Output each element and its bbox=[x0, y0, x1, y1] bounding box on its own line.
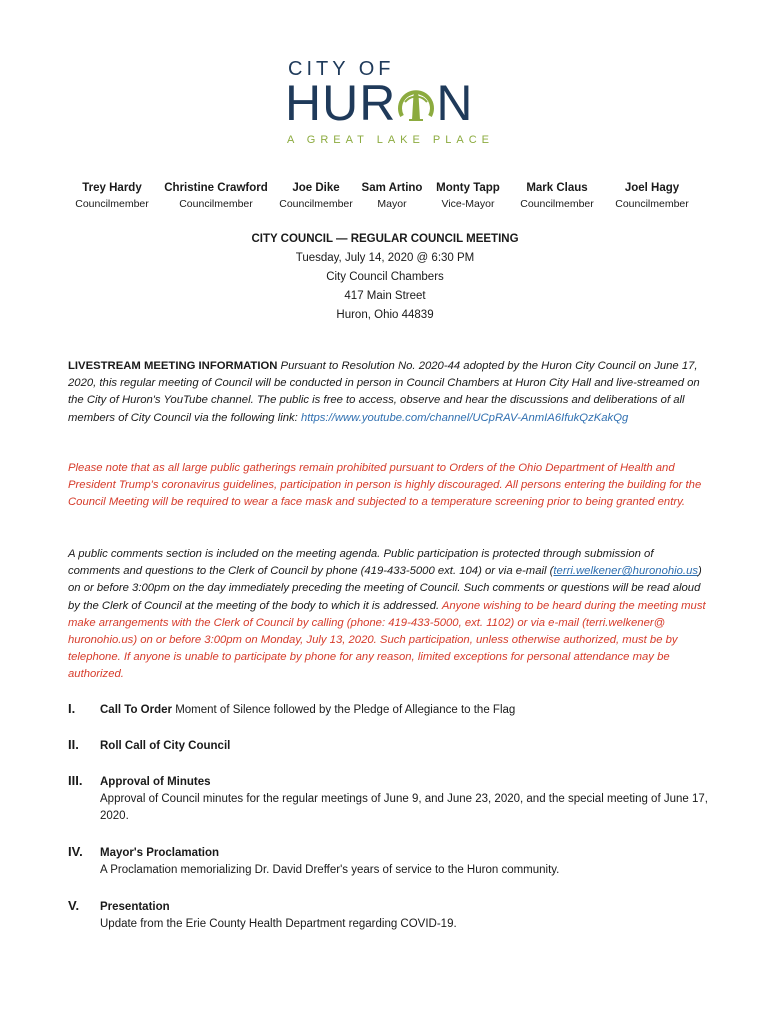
agenda-label: Presentation bbox=[100, 901, 170, 913]
logo-tagline: A GREAT LAKE PLACE bbox=[287, 134, 494, 146]
agenda-detail: Update from the Erie County Health Department regarding COVID-19. bbox=[100, 918, 457, 930]
meeting-title: CITY COUNCIL — REGULAR COUNCIL MEETING bbox=[251, 233, 519, 245]
agenda-label: Approval of Minutes bbox=[100, 776, 211, 788]
member-role: Councilmember bbox=[615, 198, 689, 210]
council-member-list bbox=[60, 180, 720, 214]
member-role: Councilmember bbox=[279, 198, 353, 210]
livestream-info bbox=[68, 358, 708, 427]
livestream-heading: LIVESTREAM MEETING INFORMATION bbox=[68, 360, 278, 372]
agenda-number: I. bbox=[68, 701, 76, 716]
covid-notice: Please note that as all large public gatherings remain prohibited pursuant to Orders of the Ohio Department of Health and President Trump's coronavirus guidelines, participation in person is highly discouraged. All persons entering the building for the Council Meeting will be required to wear a face mask and subjected to a temperature screening prior to being granted entry. bbox=[68, 462, 702, 509]
meeting-street: 417 Main Street bbox=[344, 290, 426, 302]
agenda-number: V. bbox=[68, 898, 80, 913]
logo-huron-part-1: HUR bbox=[285, 75, 397, 131]
member-role: Councilmember bbox=[75, 198, 149, 210]
agenda-detail: Approval of Council minutes for the regular meetings of June 9, and June 23, 2020, and the special meeting of June 17, 2020. bbox=[100, 793, 708, 822]
meeting-city: Huron, Ohio 44839 bbox=[336, 309, 434, 321]
logo-huron-part-2: N bbox=[436, 75, 474, 131]
council-member bbox=[362, 180, 423, 212]
public-comments-text: A public comments section is included on the meeting agenda. Public participation is protected through submission of comments and questions to the Clerk of Council by phone (419-433-5000 ext. 104) or via e-mail ( bbox=[68, 548, 654, 578]
youtube-link[interactable]: https://www.youtube.com/channel/UCpRAV-AnmIA6IfukQzKakQg bbox=[300, 411, 629, 424]
meeting-venue: City Council Chambers bbox=[326, 271, 444, 283]
logo-huron-wordmark bbox=[285, 75, 474, 131]
member-name: Mark Claus bbox=[526, 182, 588, 194]
member-role: Councilmember bbox=[179, 198, 253, 210]
council-member bbox=[436, 180, 500, 212]
public-comments-red-notice: Anyone wishing to be heard during the meeting must make arrangements with the Clerk of Council by calling (phone: 419-433-5000, ext. 1102) or via e-mail (terri.welkener@ huronohio.us) on or before 3:00pm on Monday, July 13, 2020. Such participation, unless otherwise authorized, must be by telephone. If anyone is unable to participate by phone for any reason, limited exceptions for personal attendance may be authorized. bbox=[68, 599, 706, 681]
meeting-header bbox=[0, 230, 770, 325]
logo-city-of-text: CITY OF bbox=[288, 58, 395, 80]
member-name: Christine Crawford bbox=[164, 182, 268, 194]
meeting-datetime: Tuesday, July 14, 2020 @ 6:30 PM bbox=[295, 252, 475, 264]
member-role: Vice-Mayor bbox=[441, 198, 495, 210]
member-name: Trey Hardy bbox=[82, 182, 142, 194]
member-name: Joe Dike bbox=[292, 182, 340, 194]
agenda-detail: A Proclamation memorializing Dr. David Dreffer's years of service to the Huron community. bbox=[100, 864, 560, 876]
city-of-huron-logo bbox=[285, 58, 494, 154]
agenda-inline-text: Moment of Silence followed by the Pledge of Allegiance to the Flag bbox=[172, 704, 516, 716]
agenda-number: III. bbox=[68, 773, 83, 788]
agenda-number: IV. bbox=[68, 844, 83, 859]
livestream-text: Pursuant to Resolution No. 2020-44 adopted by the Huron City Council on June 17, 2020, this regular meeting of Council will be conducted in person in Council Chambers at Huron City Hall and live-streamed on the City of Huron's YouTube channel. The public is free to access, observe and hear the discussions and deliberations of all members of City Council via the following link: bbox=[68, 360, 700, 424]
agenda-number: II. bbox=[68, 737, 79, 752]
member-name: Monty Tapp bbox=[436, 182, 500, 194]
council-member bbox=[520, 180, 594, 212]
agenda-label: Mayor's Proclamation bbox=[100, 847, 220, 859]
member-role: Councilmember bbox=[520, 198, 594, 210]
public-comments-text-2: ) on or before 3:00pm on the day immediately preceding the meeting of Council. Such comments or questions will be read aloud by the Clerk of Council at the meeting of the body to which it is addressed. bbox=[68, 565, 702, 612]
agenda-label: Call To Order bbox=[100, 704, 172, 716]
lighthouse-icon bbox=[396, 78, 436, 122]
agenda-label: Roll Call of City Council bbox=[100, 740, 231, 752]
public-comments-info bbox=[68, 546, 708, 684]
council-member bbox=[279, 180, 353, 212]
member-name: Joel Hagy bbox=[624, 182, 680, 194]
council-member bbox=[75, 180, 149, 212]
council-member bbox=[164, 180, 268, 212]
clerk-email-link[interactable]: terri.welkener@huronohio.us bbox=[553, 565, 698, 578]
member-role: Mayor bbox=[377, 198, 407, 210]
council-member bbox=[615, 180, 689, 212]
member-name: Sam Artino bbox=[361, 182, 423, 194]
